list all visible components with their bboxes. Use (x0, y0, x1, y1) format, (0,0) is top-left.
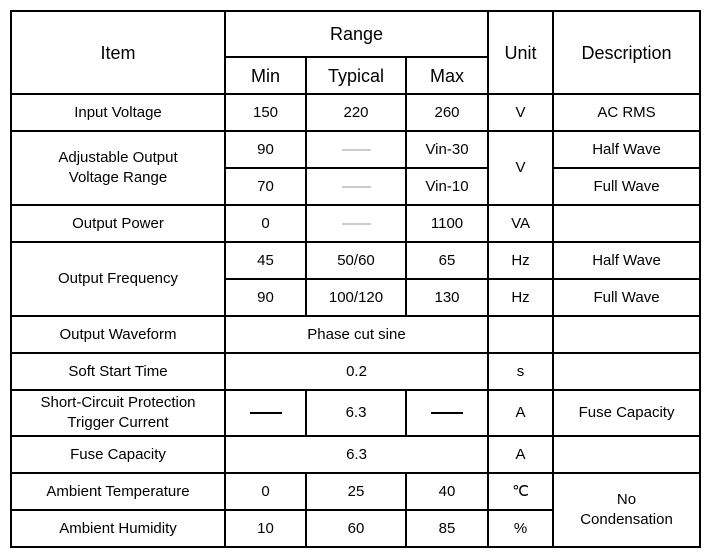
cell-typical: —— (306, 168, 406, 205)
cell-item: Soft Start Time (11, 353, 225, 390)
cell-item: Input Voltage (11, 94, 225, 131)
table-row-fuse-capacity (11, 436, 700, 473)
table-row-output-power (11, 205, 700, 242)
table-row-short-circuit (11, 390, 700, 436)
cell-description: Half Wave (553, 242, 700, 279)
cell-description: Full Wave (553, 279, 700, 316)
header-row-1 (11, 11, 700, 57)
cell-min: 10 (225, 510, 306, 547)
header-typical: Typical (306, 57, 406, 94)
cell-typical: 60 (306, 510, 406, 547)
cell-range-value: 6.3 (225, 436, 488, 473)
cell-description (553, 205, 700, 242)
cell-item: Short-Circuit Protection Trigger Current (11, 390, 225, 436)
cell-typical: 25 (306, 473, 406, 510)
cell-min: 70 (225, 168, 306, 205)
cell-unit: A (488, 436, 553, 473)
cell-max: 1100 (406, 205, 488, 242)
cell-description: Full Wave (553, 168, 700, 205)
cell-min: 0 (225, 205, 306, 242)
cell-unit (488, 316, 553, 353)
cell-min: 150 (225, 94, 306, 131)
header-max: Max (406, 57, 488, 94)
cell-description (553, 436, 700, 473)
cell-max: 85 (406, 510, 488, 547)
cell-min: 0 (225, 473, 306, 510)
cell-unit: s (488, 353, 553, 390)
cell-max: Vin-10 (406, 168, 488, 205)
cell-max: 260 (406, 94, 488, 131)
cell-item: Output Power (11, 205, 225, 242)
table-row-adjustable-output-half (11, 131, 700, 168)
cell-description: No Condensation (553, 473, 700, 547)
cell-unit: VA (488, 205, 553, 242)
cell-unit: Hz (488, 242, 553, 279)
cell-description (553, 316, 700, 353)
cell-unit: V (488, 131, 553, 205)
cell-unit: V (488, 94, 553, 131)
cell-typical: —— (306, 205, 406, 242)
header-min: Min (225, 57, 306, 94)
cell-range-value: Phase cut sine (225, 316, 488, 353)
table-row-output-waveform (11, 316, 700, 353)
cell-item: Output Waveform (11, 316, 225, 353)
cell-range-value: 0.2 (225, 353, 488, 390)
table-row-ambient-temperature (11, 473, 700, 510)
cell-unit: Hz (488, 279, 553, 316)
cell-description: Fuse Capacity (553, 390, 700, 436)
cell-max: 40 (406, 473, 488, 510)
table-row-input-voltage (11, 94, 700, 131)
cell-description: Half Wave (553, 131, 700, 168)
table-row-output-frequency-half (11, 242, 700, 279)
cell-max: 130 (406, 279, 488, 316)
cell-unit: A (488, 390, 553, 436)
table-row-soft-start-time (11, 353, 700, 390)
cell-item: Fuse Capacity (11, 436, 225, 473)
cell-unit: % (488, 510, 553, 547)
cell-max: 65 (406, 242, 488, 279)
cell-item: Adjustable Output Voltage Range (11, 131, 225, 205)
cell-min: 90 (225, 279, 306, 316)
header-description: Description (553, 11, 700, 94)
cell-min: 90 (225, 131, 306, 168)
cell-min: 45 (225, 242, 306, 279)
cell-typical: 220 (306, 94, 406, 131)
cell-max (406, 390, 488, 436)
cell-min (225, 390, 306, 436)
cell-item: Output Frequency (11, 242, 225, 316)
cell-description: AC RMS (553, 94, 700, 131)
cell-typical: —— (306, 131, 406, 168)
cell-description (553, 353, 700, 390)
spec-table (10, 10, 701, 548)
dash-line-max (431, 412, 463, 414)
cell-item: Ambient Humidity (11, 510, 225, 547)
dash-line-min (250, 412, 282, 414)
cell-item: Ambient Temperature (11, 473, 225, 510)
cell-typical: 100/120 (306, 279, 406, 316)
header-unit: Unit (488, 11, 553, 94)
header-range: Range (225, 11, 488, 57)
cell-max: Vin-30 (406, 131, 488, 168)
cell-unit: ℃ (488, 473, 553, 510)
cell-typical: 6.3 (306, 390, 406, 436)
header-item: Item (11, 11, 225, 94)
cell-typical: 50/60 (306, 242, 406, 279)
